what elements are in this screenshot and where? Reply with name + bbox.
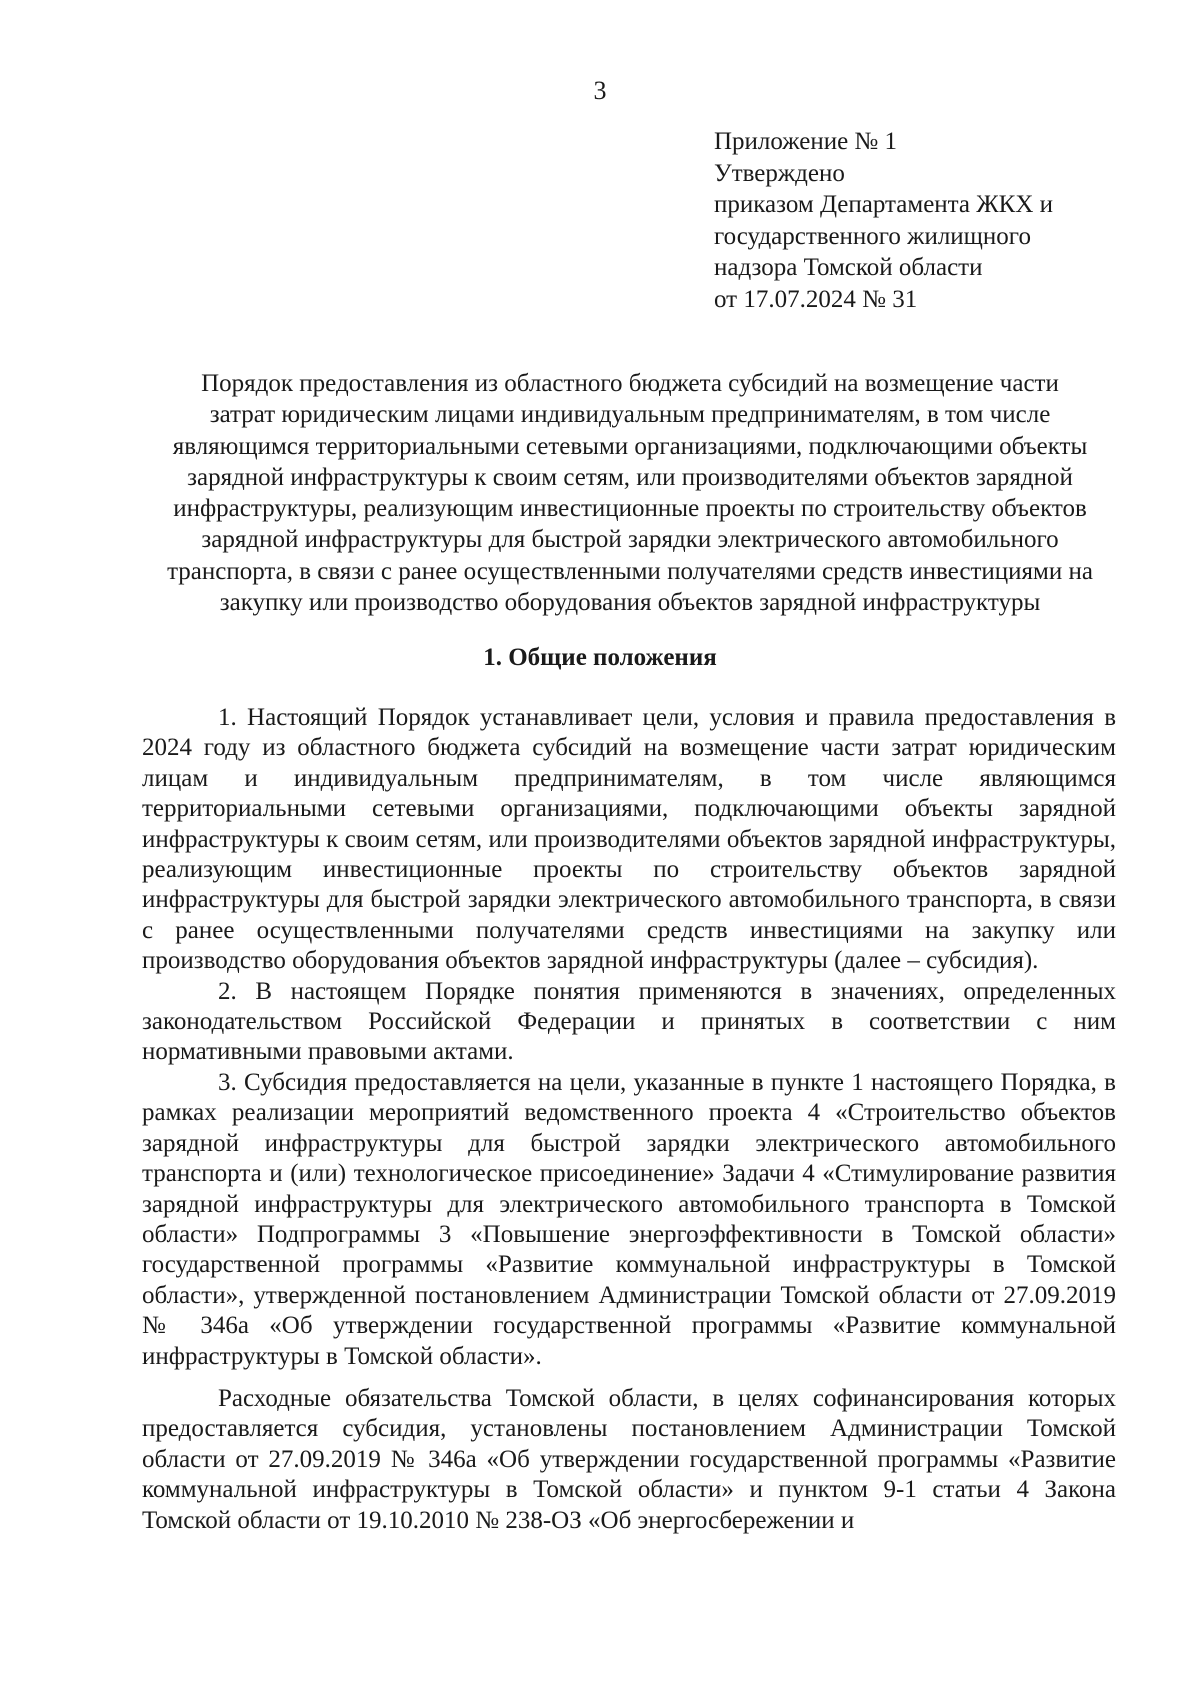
paragraph-4: Расходные обязательства Томской области, в целях софинансирования которых предоставляется субсидия, установлены постановлением Администрации Томской области от 27.09.2019 № 346а «Об утверждении государственной программы «Развитие коммунальной инфраструктуры в Томской области» и пунктом 9-1 статьи 4 Закона Томской области от 19.10.2010 № 238-ОЗ «Об энергосбережении и <box>142 1384 1116 1534</box>
section-heading: 1. Общие положения <box>483 644 717 671</box>
paragraph-2: 2. В настоящем Порядке понятия применяются в значениях, определенных законодательством Российской Федерации и принятых в соответствии с ним нормативными правовыми актами. <box>142 977 1116 1066</box>
approval-line: Утверждено <box>714 159 845 187</box>
title-line: инфраструктуры, реализующим инвестиционные проекты по строительству объектов <box>173 495 1087 523</box>
title-line: Порядок предоставления из областного бюджета субсидий на возмещение части <box>201 370 1059 397</box>
title-line: транспорта, в связи с ранее осуществленными получателями средств инвестициями на <box>167 557 1093 585</box>
approval-block <box>714 126 1154 315</box>
title-line: зарядной инфраструктуры к своим сетям, или производителями объектов зарядной <box>187 463 1073 491</box>
paragraph-1: 1. Настоящий Порядок устанавливает цели, условия и правила предоставления в 2024 году из областного бюджета субсидий на возмещение части затрат юридическим лицам и индивидуальным предпринимателям, в том числе являющимся территориальными сетевыми организациями, подключающими объекты зарядной инфраструктуры к своим сетям, или производителями объектов зарядной инфраструктуры, реализующим инвестиционные проекты по строительству объектов зарядной инфраструктуры для быстрой зарядки электрического автомобильного транспорта, в связи с ранее осуществленными получателями средств инвестициями на закупку или производство оборудования объектов зарядной инфраструктуры (далее – субсидия). <box>142 704 1116 975</box>
title-line: затрат юридическим лицами индивидуальным предпринимателям, в том числе <box>209 401 1051 429</box>
document-title <box>140 368 1120 618</box>
approval-line: Приложение № 1 <box>714 128 898 155</box>
title-line: зарядной инфраструктуры для быстрой зарядки электрического автомобильного <box>201 526 1059 554</box>
approval-line: государственного жилищного <box>714 222 1031 250</box>
title-line: закупку или производство оборудования объектов зарядной инфраструктуры <box>219 589 1041 617</box>
approval-line: от 17.07.2024 № 31 <box>714 285 918 313</box>
paragraph-3: 3. Субсидия предоставляется на цели, указанные в пункте 1 настоящего Порядка, в рамках реализации мероприятий ведомственного проекта 4 «Строительство объектов зарядной инфраструктуры для быстрой зарядки электрического автомобильного транспорта и (или) технологическое присоединение» Задачи 4 «Стимулирование развития зарядной инфраструктуры для электрического автомобильного транспорта в Томской области» Подпрограммы 3 «Повышение энергоэффективности в Томской области» государственной программы «Развитие коммунальной инфраструктуры в Томской области», утвержденной постановлением Администрации Томской области от 27.09.2019 № 346а «Об утверждении государственной программы «Развитие коммунальной инфраструктуры в Томской области». <box>142 1068 1116 1370</box>
approval-line: приказом Департамента ЖКХ и <box>714 191 1054 218</box>
page-number: 3 <box>593 76 607 105</box>
body-text <box>142 703 1116 1536</box>
approval-line: надзора Томской области <box>714 254 983 281</box>
title-line: являющимся территориальными сетевыми организациями, подключающими объекты <box>172 432 1088 460</box>
